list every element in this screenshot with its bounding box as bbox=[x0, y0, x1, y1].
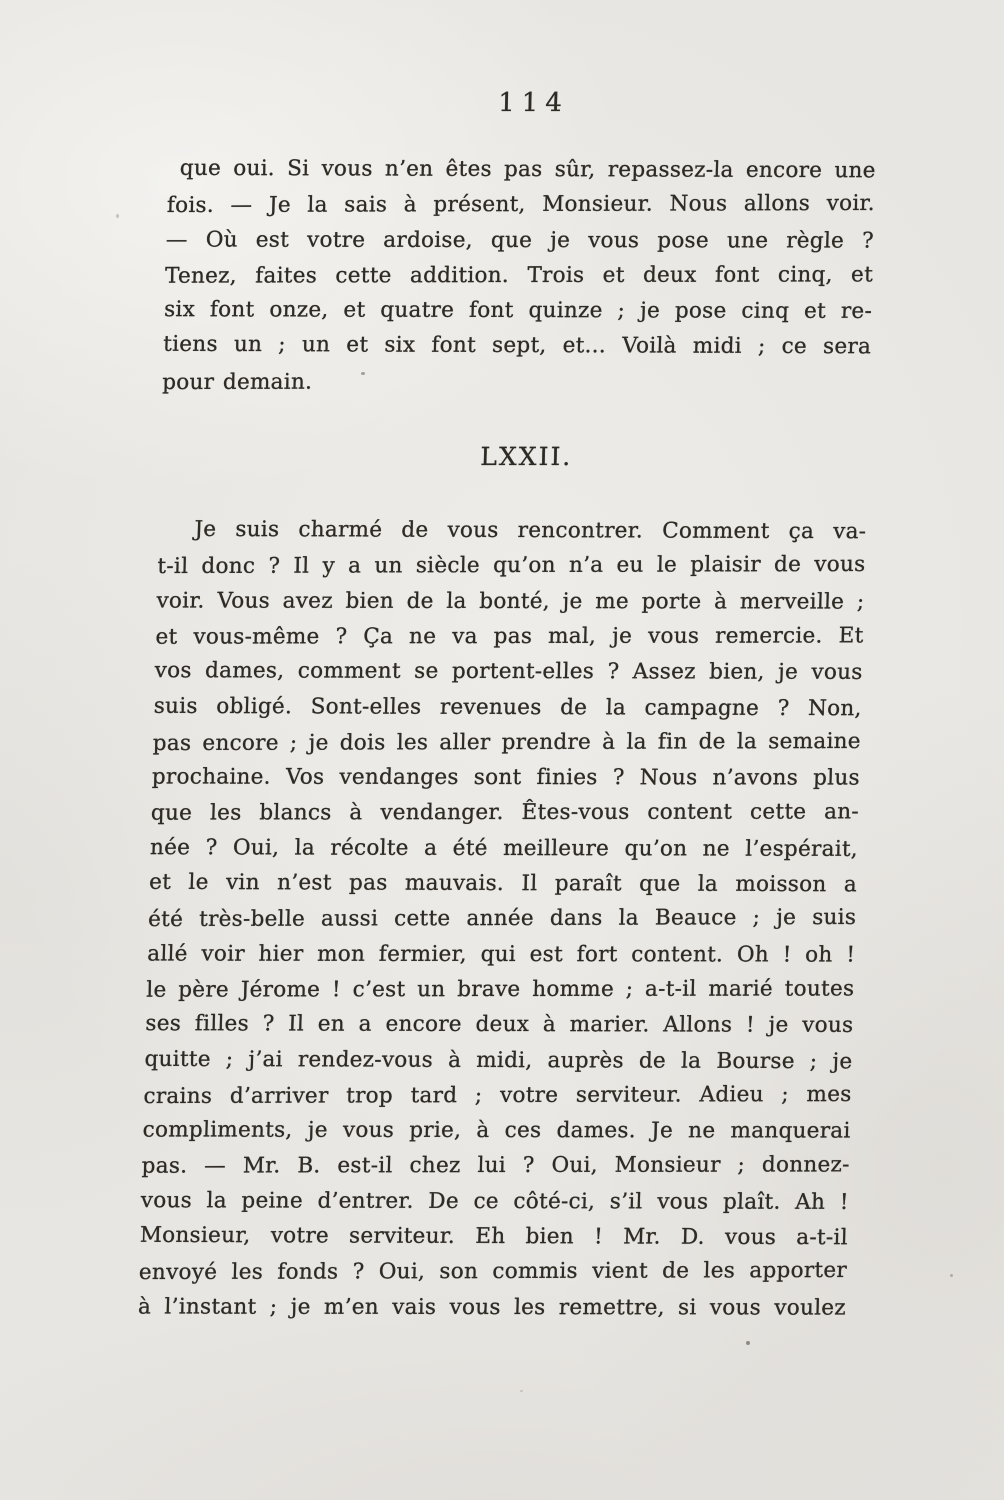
text-line: six font onze, et quatre font quinze ; je pose cinq et re- bbox=[163, 297, 873, 325]
text-line: allé voir hier mon fermier, qui est fort content. Oh ! oh ! bbox=[146, 941, 856, 968]
text-line: fois. — Je la sais à présent, Monsieur. Nous allons voir. bbox=[166, 191, 876, 219]
text-line: et vous-même ? Ça ne va pas mal, je vous remercie. Et bbox=[155, 623, 864, 650]
text-line: que les blancs à vendanger. Êtes-vous content cette an- bbox=[150, 799, 860, 827]
scan-speck bbox=[361, 372, 365, 375]
section-heading: LXXII. bbox=[479, 442, 573, 472]
text-line: ses filles ? Il en a encore deux à marier. Allons ! je vous bbox=[145, 1011, 854, 1039]
text-line: suis obligé. Sont-elles revenues de la campagne ? Non, bbox=[153, 693, 863, 721]
text-line: le père Jérome ! c’est un brave homme ; a-t-il marié toutes bbox=[146, 976, 855, 1003]
text-line: née ? Oui, la récolte a été meilleure qu’on ne l’espérait, bbox=[149, 834, 859, 862]
text-line: pour demain. bbox=[161, 369, 313, 395]
text-line: voir. Vous avez bien de la bonté, je me porte à merveille ; bbox=[156, 588, 865, 615]
text-line: compliments, je vous prie, à ces dames. Je ne manquerai bbox=[142, 1117, 851, 1144]
page-number: 114 bbox=[497, 88, 570, 118]
text-line: Monsieur, votre serviteur. Eh bien ! Mr. D. vous a-t-il bbox=[139, 1222, 849, 1251]
text-line: à l’instant ; je m’en vais vous les remettre, si vous voulez bbox=[137, 1294, 847, 1321]
text-line: — Où est votre ardoise, que je vous pose une règle ? bbox=[165, 227, 875, 254]
scan-speck bbox=[116, 214, 119, 218]
text-line: crains d’arriver trop tard ; votre serviteur. Adieu ; mes bbox=[143, 1081, 852, 1109]
text-line: que oui. Si vous n’en êtes pas sûr, repassez-la encore une bbox=[179, 155, 877, 184]
text-line: pas encore ; je dois les aller prendre à la fin de la semaine bbox=[152, 728, 862, 756]
text-line: t-il donc ? Il y a un siècle qu’on n’a eu le plaisir de vous bbox=[157, 552, 866, 580]
paragraph-continuation bbox=[162, 152, 876, 399]
text-line: Je suis charmé de vous rencontrer. Comment ça va- bbox=[194, 516, 867, 545]
scan-speck bbox=[950, 1274, 953, 1277]
text-line: et le vin n’est pas mauvais. Il paraît que la moisson a bbox=[148, 869, 858, 898]
text-line: vos dames, comment se portent-elles ? Assez bien, je vous bbox=[154, 658, 863, 686]
text-line: vous la peine d’entrer. De ce côté-ci, s’il vous plaît. Ah ! bbox=[140, 1187, 850, 1215]
paragraph-lesson bbox=[138, 513, 867, 1325]
text-line: prochaine. Vos vendanges sont finies ? Nous n’avons plus bbox=[151, 764, 861, 791]
text-line: Tenez, faites cette addition. Trois et deux font cinq, et bbox=[164, 262, 874, 289]
scan-speck bbox=[746, 1341, 750, 1345]
text-line: pas. — Mr. B. est-il chez lui ? Oui, Monsieur ; donnez- bbox=[141, 1152, 851, 1180]
text-line: envoyé les fonds ? Oui, son commis vient de les apporter bbox=[138, 1258, 848, 1286]
page-content bbox=[138, 86, 878, 1325]
text-line: été très-belle aussi cette année dans la Beauce ; je suis bbox=[147, 905, 857, 933]
scan-speck bbox=[520, 1390, 523, 1392]
text-line: quitte ; j’ai rendez-vous à midi, auprès de la Bourse ; je bbox=[144, 1046, 853, 1074]
text-line: tiens un ; un et six font sept, et... Voilà midi ; ce sera bbox=[162, 332, 872, 360]
